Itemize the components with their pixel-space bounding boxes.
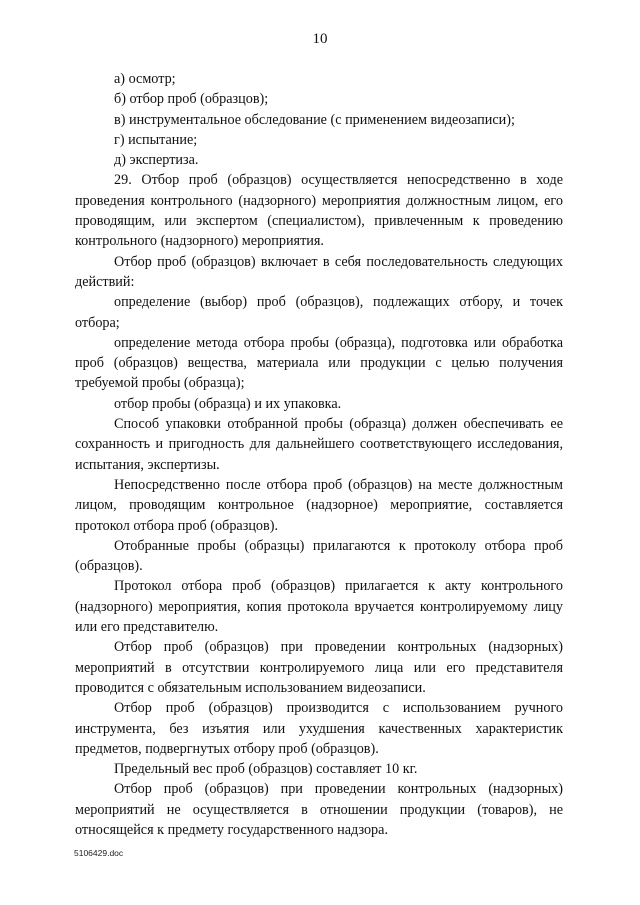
- paragraph-sample-selection: определение (выбор) проб (образцов), подлежащих отбору, и точек отбора;: [75, 294, 563, 331]
- document-file-code: 5106429.doc: [74, 848, 124, 858]
- document-body: [75, 69, 563, 840]
- page-number: 10: [312, 31, 328, 47]
- paragraph-manual-instrument: Отбор проб (образцов) производится с использованием ручного инструмента, без изъятия или ухудшения качественных характеристик предметов, подвергнутых отбору проб (образцов).: [75, 700, 563, 757]
- paragraph-weight-limit: Предельный вес проб (образцов) составляет 10 кг.: [114, 761, 418, 778]
- paragraph-not-applicable-products: Отбор проб (образцов) при проведении контрольных (надзорных) мероприятий не осуществляется в отношении продукции (товаров), не относящейся к предмету государственного надзора.: [75, 781, 563, 838]
- paragraph-protocol-attached: Протокол отбора проб (образцов) прилагается к акту контрольного (надзорного) мероприятия, копия протокола вручается контролируемому лицу или его представителю.: [75, 578, 563, 636]
- paragraph-29: 29. Отбор проб (образцов) осуществляется непосредственно в ходе проведения контрольного (надзорного) мероприятия должностным лицом, его проводящим, или экспертом (специалистом), привлеченным к проведению контрольного (надзорного) мероприятия.: [75, 172, 563, 250]
- list-item-inspection: а) осмотр;: [114, 71, 176, 87]
- paragraph-packaging-method: Способ упаковки отобранной пробы (образца) должен обеспечивать ее сохранность и пригодность для дальнейшего соответствующего исследования, испытания, экспертизы.: [75, 416, 563, 473]
- list-item-sampling: б) отбор проб (образцов);: [114, 91, 269, 108]
- list-item-expertise: д) экспертиза.: [114, 152, 199, 169]
- list-item-testing: г) испытание;: [114, 131, 198, 148]
- list-item-instrumental-examination: в) инструментальное обследование (с применением видеозаписи);: [114, 111, 515, 128]
- paragraph-sampling-method: определение метода отбора пробы (образца), подготовка или обработка проб (образцов) вещества, материала или продукции с целью получения требуемой пробы (образца);: [75, 334, 563, 392]
- paragraph-sampling-protocol: Непосредственно после отбора проб (образцов) на месте должностным лицом, проводящим контрольное (надзорное) мероприятие, составляется протокол отбора проб (образцов).: [75, 476, 563, 534]
- paragraph-sample-packaging: отбор пробы (образца) и их упаковка.: [114, 395, 342, 412]
- paragraph-absent-controlled-person: Отбор проб (образцов) при проведении контрольных (надзорных) мероприятий в отсутствии контролируемого лица или его представителя проводится с обязательным использованием видеозаписи.: [75, 639, 563, 696]
- paragraph-samples-attached: Отобранные пробы (образцы) прилагаются к протоколу отбора проб (образцов).: [75, 537, 563, 575]
- paragraph-sampling-sequence: Отбор проб (образцов) включает в себя последовательность следующих действий:: [75, 253, 563, 290]
